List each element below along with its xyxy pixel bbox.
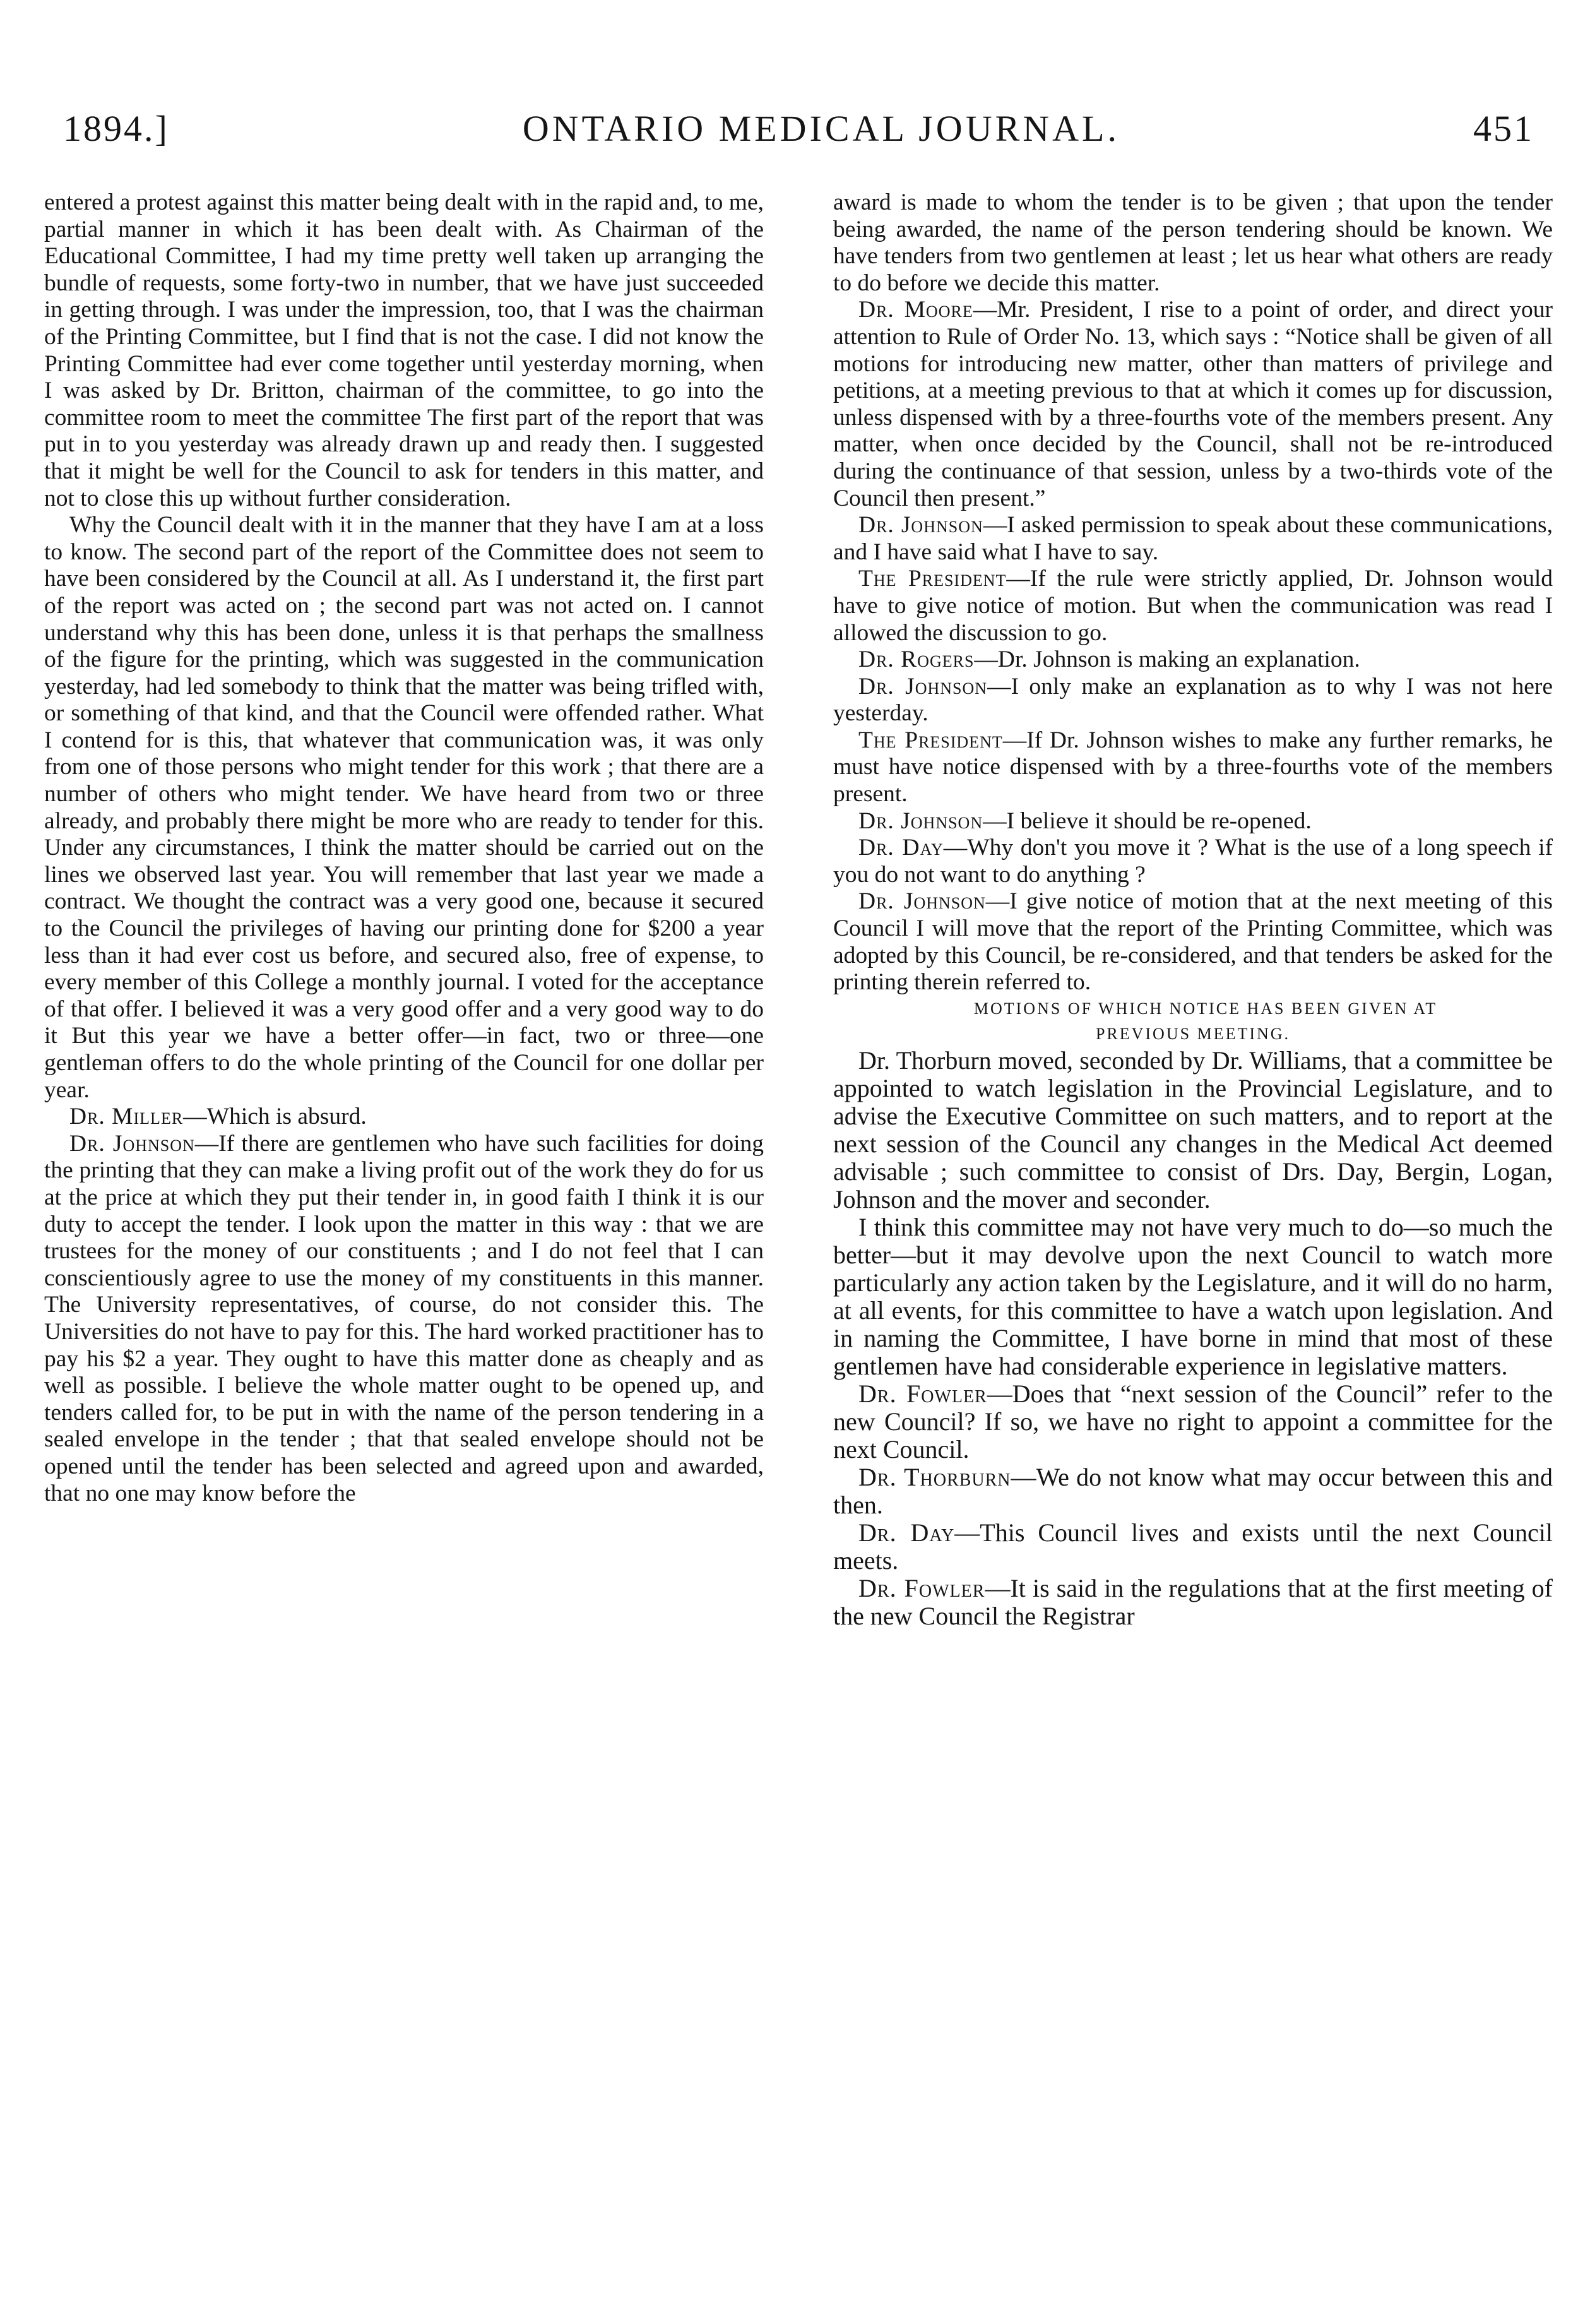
speech-paragraph (833, 674, 1553, 727)
speech-text: —I asked permission to speak about these communications, and I have said what I have to say. (833, 512, 1553, 565)
section-heading-line: PREVIOUS MEETING. (1095, 1024, 1291, 1043)
speaker-name: Dr. Fowler (858, 1573, 985, 1602)
speech-paragraph (833, 835, 1553, 888)
speech-paragraph (44, 1131, 764, 1507)
paragraph: I think this committee may not have very much to do—so much the better—but it may devolve upon the next Council to watch more particularly any action taken by the Legislature, and it will do no harm, at all events, for this committee to have a watch upon legislation. And in naming the Committee, I have borne in mind that most of these gentlemen have had considerable experience in legislative matters. (833, 1212, 1553, 1380)
speaker-name: Dr. Johnson (69, 1130, 195, 1157)
speech-text: —Does that “next session of the Council” refer to the new Council? If so, we have no right to appoint a committee for the next Council. (833, 1379, 1553, 1463)
speech-text: —If there are gentlemen who have such facilities for doing the printing that they can make a living profit out of the work they do for us at the price at which they put their tender in, in good faith I think it is our duty to accept the tender. I look upon the matter in this way : that we are trustees for the money of our constituents ; and I do not feel that I can conscientiously agree to use the money of my constituents in this manner. The University representatives, of course, do not consider this. The Universities do not have to pay for this. The hard worked practitioner has to pay his $2 a year. They ought to have this matter done as cheaply and as well as possible. I believe the whole matter ought to be opened up, and tenders called for, to be put in with the name of the person tendering in a sealed envelope in the tender ; that that sealed envelope should not be opened until the tender has been selected and agreed upon and awarded, that no one may know before the (44, 1130, 764, 1506)
speech-paragraph (833, 1463, 1553, 1519)
speaker-name: Dr. Rogers (858, 647, 975, 673)
journal-title: ONTARIO MEDICAL JOURNAL. (522, 108, 1120, 149)
speaker-name: The President (858, 566, 1007, 592)
speaker-name: The President (858, 727, 1003, 753)
speaker-name: Dr. Johnson (858, 807, 983, 834)
speech-text: —I only make an explanation as to why I was not here yesterday. (833, 673, 1553, 727)
page-number: 451 (1473, 108, 1534, 149)
speaker-name: Dr. Johnson (858, 512, 983, 539)
running-header (44, 107, 1553, 158)
speech-paragraph (44, 1104, 764, 1131)
speech-paragraph (833, 727, 1553, 808)
speech-text: —We do not know what may occur between this and then. (833, 1462, 1553, 1519)
speech-paragraph (833, 808, 1553, 835)
paragraph: Why the Council dealt with it in the manner that they have I am at a loss to know. The second part of the report of the Committee does not seem to have been considered by the Council at all. As I understand it, the first part of the report was acted on ; the second part was not acted on. I cannot understand why this has been done, unless it is that perhaps the smallness of the figure for the printing, which was suggested in the communication yesterday, had led somebody to think that the matter was being trifled with, or something of that kind, and that the Council were offended rather. What I contend for is this, that whatever that communication was, it was only from one of those persons who might tender for this work ; that there are a number of others who might tender. We have heard from two or three already, and probably there might be more who are ready to tender for this. Under any circumstances, I think the matter should be carried out on the lines we observed last year. You will remember that last year we made a contract. We thought the contract was a very good one, because it secured to the Council the privileges of having our printing done for $200 a year less than it had ever cost us before, and secured also, free of expense, to every member of this College a monthly journal. I voted for the acceptance of that offer. I believed it was a very good offer and a very good way to do it But this year we have a better offer—in fact, two or three—one gentleman offers to do the whole printing of the Council for one dollar per year. (44, 512, 764, 1103)
speech-text: —If the rule were strictly applied, Dr. Johnson would have to give notice of motion. But when the communication was read I allowed the discussion to go. (833, 566, 1553, 646)
speaker-name: Dr. Johnson (858, 673, 988, 700)
speech-paragraph (833, 512, 1553, 566)
text-columns (44, 189, 1553, 1630)
speech-text: —I give notice of motion that at the next meeting of this Council I will move that the report of the Printing Committee, which was adopted by this Council, be re-considered, and that tenders be asked for the printing therein referred to. (833, 888, 1553, 996)
paragraph: entered a protest against this matter being dealt with in the rapid and, to me, partial manner in which it has been dealt with. As Chairman of the Educational Committee, I had my time pretty well taken up arranging the bundle of requests, some forty-two in number, that we have just succeeded in getting through. I was under the impression, too, that I was the chairman of the Printing Committee, but I find that is not the case. I did not know the Printing Committee had ever come together until yesterday morning, when I was asked by Dr. Britton, chairman of the committee, to go into the committee room to meet the committee The first part of the report that was put in to you yesterday was already drawn up and ready then. I suggested that it might be well for the Council to ask for tenders in this matter, and not to close this up without further consideration. (44, 189, 764, 511)
speaker-name: Dr. Day (858, 1518, 955, 1547)
speech-text: —It is said in the regulations that at the first meeting of the new Council the Registrar (833, 1573, 1553, 1630)
speaker-name: Dr. Day (858, 835, 944, 861)
left-column (44, 189, 764, 1630)
speech-paragraph (833, 566, 1553, 647)
speech-text: —Mr. President, I rise to a point of order, and direct your attention to Rule of Order No. 13, which says : “Notice shall be given of all motions for introducing new matter, other than matters of privilege and petitions, at a meeting previous to that at which it comes up for discussion, unless dispensed with by a three-fourths vote of the members present. Any matter, when once decided by the Council, shall not be re-introduced during the continuance of that session, unless by a two-thirds vote of the Council then present.” (833, 297, 1553, 511)
speaker-name: Dr. Thorburn (858, 1462, 1011, 1491)
speech-paragraph (833, 297, 1553, 512)
header-year: 1894.] (63, 108, 169, 149)
right-column (833, 189, 1553, 1630)
speech-paragraph (833, 1519, 1553, 1575)
motion-paragraph: Dr. Thorburn moved, seconded by Dr. Williams, that a committee be appointed to watch legislation in the Provincial Legislature, and to advise the Executive Committee on such matters, and to report at the next session of the Council any changes in the Medical Act deemed advisable ; such committee to consist of Drs. Day, Bergin, Logan, Johnson and the mover and seconder. (833, 1046, 1553, 1213)
section-heading (833, 996, 1553, 1047)
speech-text: —Why don't you move it ? What is the use of a long speech if you do not want to do anything ? (833, 835, 1553, 888)
speaker-name: Dr. Johnson (858, 888, 986, 915)
speaker-name: Dr. Miller (69, 1104, 184, 1130)
journal-page (44, 107, 1553, 2279)
speaker-name: Dr. Fowler (858, 1379, 987, 1408)
speech-paragraph (833, 1380, 1553, 1463)
speech-text: —Dr. Johnson is making an explanation. (974, 647, 1360, 673)
speech-paragraph (833, 647, 1553, 674)
speech-text: —If Dr. Johnson wishes to make any further remarks, he must have notice dispensed with by a three-fourths vote of the members present. (833, 727, 1553, 807)
paragraph: award is made to whom the tender is to be given ; that upon the tender being awarded, the name of the person tendering should be known. We have tenders from two gentlemen at least ; let us hear what others are ready to do before we decide this matter. (833, 189, 1553, 296)
speech-text: —Which is absurd. (183, 1104, 367, 1130)
speaker-name: Dr. Moore (858, 297, 973, 323)
speech-text: —This Council lives and exists until the next Council meets. (833, 1518, 1553, 1575)
speech-paragraph (833, 1575, 1553, 1630)
section-heading-line: MOTIONS OF WHICH NOTICE HAS BEEN GIVEN AT (973, 999, 1438, 1018)
speech-paragraph (833, 888, 1553, 996)
speech-text: —I believe it should be re-opened. (983, 807, 1312, 834)
